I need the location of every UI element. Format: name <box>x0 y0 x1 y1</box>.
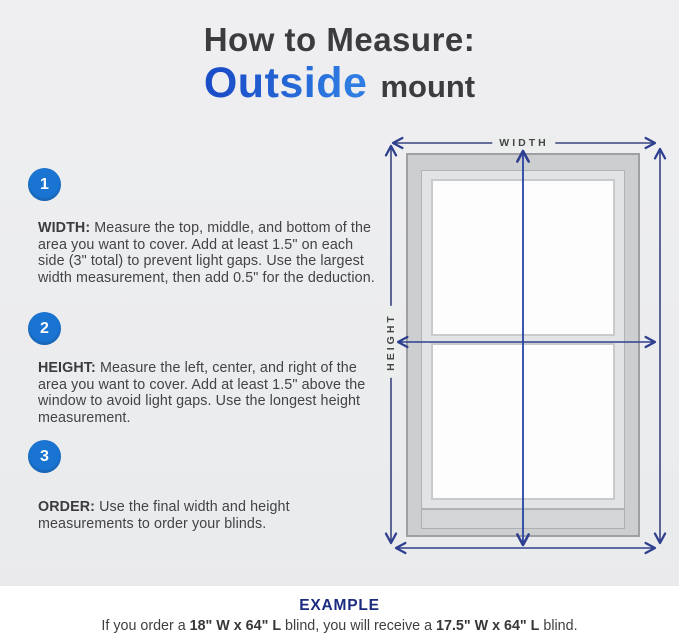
title-suffix: mount <box>380 69 476 105</box>
window-pane-top <box>431 179 615 336</box>
step-1-body: Measure the top, middle, and bottom of the area you want to cover. Add at least 1.5" on each side (3" total) to prevent light gaps. Use the largest width measurement, then add 0.5" for the deduction. <box>38 220 375 287</box>
page-title <box>0 22 679 108</box>
example-ordered-size: 18" W x 64" L <box>189 618 282 634</box>
step-1-badge: 1 <box>28 168 61 201</box>
step-2-label: HEIGHT: <box>38 360 96 377</box>
step-1-text <box>38 220 382 286</box>
window-frame <box>406 153 640 537</box>
step-3-text <box>38 499 382 532</box>
step-3-label: ORDER: <box>38 499 95 516</box>
window-diagram <box>376 125 676 590</box>
example-received-size: 17.5" W x 64" L <box>436 618 540 634</box>
step-3-badge: 3 <box>28 440 61 473</box>
width-dimension-label: WIDTH <box>492 137 555 149</box>
example-sentence <box>0 618 679 634</box>
step-2-body: Measure the left, center, and right of the area you want to cover. Add at least 1.5" above the window to avoid light gaps. Use the longest height measurement. <box>38 360 366 427</box>
step-2-badge: 2 <box>28 312 61 345</box>
example-heading: EXAMPLE <box>299 597 380 614</box>
title-line-1: How to Measure: <box>203 21 476 58</box>
step-1-label: WIDTH: <box>38 220 91 237</box>
example-suffix: blind. <box>539 618 578 634</box>
step-2-text <box>38 360 382 426</box>
example-section <box>0 586 679 644</box>
title-line-2 <box>0 59 679 108</box>
window-casement <box>421 170 625 509</box>
example-prefix: If you order a <box>101 618 190 634</box>
example-middle: blind, you will receive a <box>281 618 437 634</box>
window-pane-bottom <box>431 343 615 500</box>
window-sill <box>421 509 625 529</box>
height-dimension-label: HEIGHT <box>385 306 397 378</box>
title-highlight: Outside <box>203 59 368 108</box>
step-3-body: Use the final width and height measurements to order your blinds. <box>38 499 290 532</box>
